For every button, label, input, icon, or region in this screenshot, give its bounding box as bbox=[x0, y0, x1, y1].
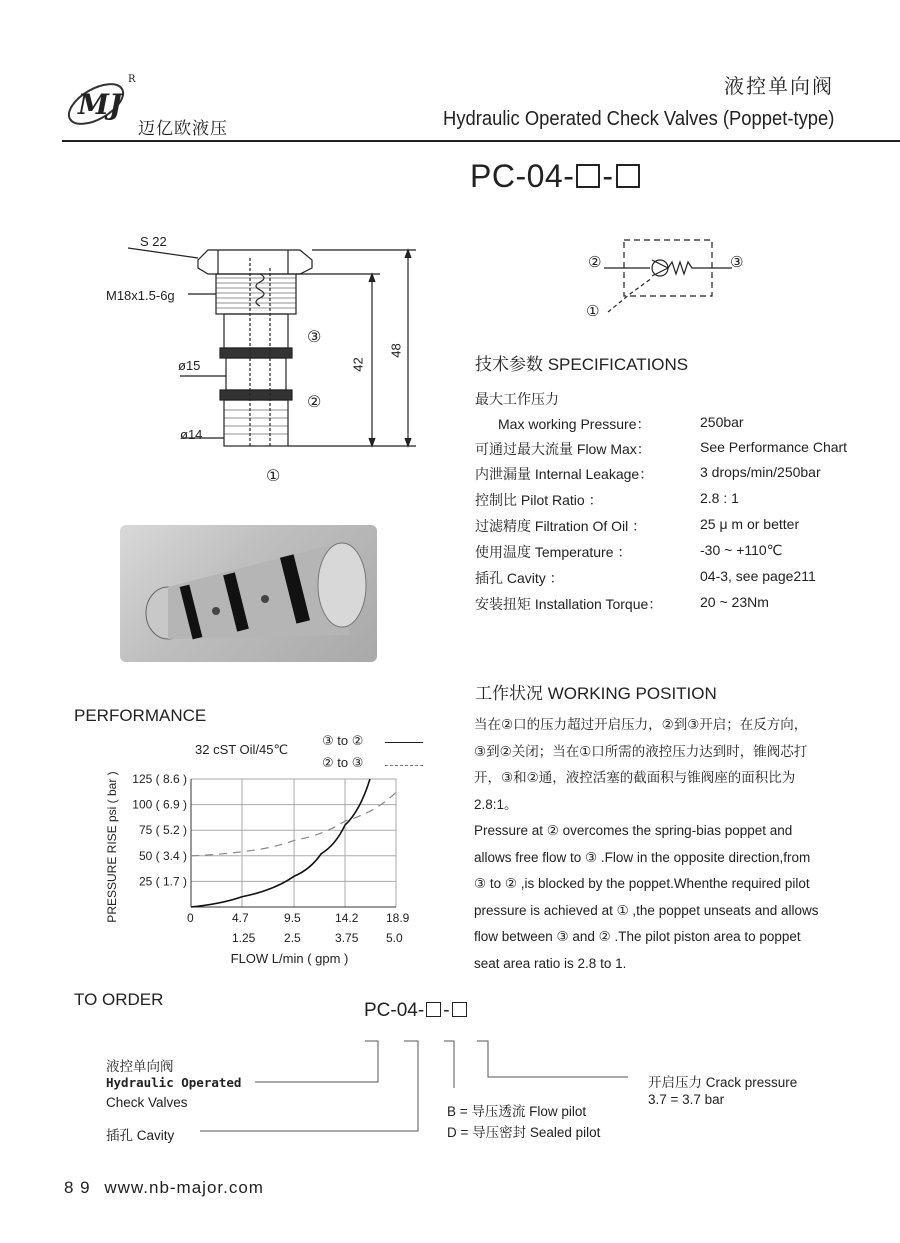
order-code-separator: - bbox=[443, 1000, 450, 1021]
spec-label: 插孔 Cavity ： bbox=[475, 570, 564, 586]
spec-label: 使用温度 Temperature ： bbox=[475, 544, 632, 560]
spec-label: 最大工作压力 bbox=[475, 391, 559, 407]
x-tick-label-gpm: 5.0 bbox=[386, 931, 403, 945]
y-tick-label: 75 ( 5.2 ) bbox=[138, 823, 187, 838]
spec-value: 250bar bbox=[700, 414, 744, 430]
order-item-valve-cn: 液控单向阀 bbox=[106, 1059, 174, 1074]
working-en-line: allows free flow to ③ .Flow in the opposite direction,from bbox=[474, 849, 811, 865]
logo-letters: MJ bbox=[78, 88, 123, 121]
order-crack-label: 开启压力 Crack pressure bbox=[648, 1075, 798, 1090]
working-en-line: pressure is achieved at ① ,the poppet unseats and allows bbox=[474, 902, 819, 918]
y-tick-label: 50 ( 3.4 ) bbox=[138, 848, 187, 863]
spec-label: 可通过最大流量 Flow Max： bbox=[475, 441, 651, 457]
working-cn-line: 2.8:1。 bbox=[474, 796, 518, 812]
working-en-line: ③ to ② ,is blocked by the poppet.Whenthe required pilot bbox=[474, 876, 810, 891]
order-crack-value: 3.7 = 3.7 bar bbox=[648, 1092, 725, 1107]
y-axis-title: PRESSURE RISE psi ( bar ) bbox=[105, 771, 119, 923]
spec-label: 过滤精度 Filtration Of Oil ： bbox=[475, 518, 647, 534]
x-tick-label-gpm: 1.25 bbox=[231, 931, 256, 945]
spec-value: See Performance Chart bbox=[700, 439, 848, 455]
drawing-port-2: ② bbox=[307, 394, 322, 411]
spec-label: 安装扭矩 Installation Torque： bbox=[475, 596, 663, 612]
working-position-title: 工作状况 WORKING POSITION bbox=[475, 684, 717, 703]
working-cn-line: 当在②口的压力超过开启压力，②到③开启；在反方向， bbox=[474, 717, 808, 732]
spec-value: 20 ~ 23Nm bbox=[700, 594, 769, 610]
dimension-42: 42 bbox=[350, 357, 366, 372]
symbol-port-2: ② bbox=[588, 254, 602, 271]
working-en-line: flow between ③ and ② .The pilot piston area to poppet bbox=[474, 929, 801, 944]
hex-size-label: S 22 bbox=[140, 234, 167, 249]
logo-registered-mark: R bbox=[128, 74, 136, 85]
spec-value: 3 drops/min/250bar bbox=[700, 464, 821, 480]
drawing-port-1: ① bbox=[266, 468, 281, 485]
working-cn-line: ③到②关闭；当在①口所需的液控压力达到时，锥阀芯打 bbox=[474, 743, 808, 759]
working-en-line: Pressure at ② overcomes the spring-bias poppet and bbox=[474, 823, 793, 838]
diameter-upper-label: ø15 bbox=[178, 358, 201, 373]
y-tick-label: 125 ( 8.6 ) bbox=[132, 772, 187, 786]
legend-label-dashed: ② to ③ bbox=[322, 755, 364, 770]
spec-value: 25 μ m or better bbox=[700, 516, 800, 532]
working-en-line: seat area ratio is 2.8 to 1. bbox=[474, 955, 627, 971]
diameter-lower-label: ø14 bbox=[180, 427, 203, 442]
dimension-48: 48 bbox=[388, 343, 404, 358]
spec-label: 控制比 Pilot Ratio ： bbox=[475, 492, 603, 508]
brand-name: 迈亿欧液压 bbox=[138, 119, 228, 138]
order-item-cavity: 插孔 Cavity bbox=[106, 1128, 175, 1143]
model-prefix: PC-04- bbox=[470, 158, 575, 194]
x-tick-label: 9.5 bbox=[284, 911, 301, 925]
order-pilot-b: B = 导压透流 Flow pilot bbox=[447, 1104, 587, 1119]
legend-label-solid: ③ to ② bbox=[322, 733, 364, 748]
spec-label: 内泄漏量 Internal Leakage： bbox=[475, 466, 654, 482]
header-title-en: Hydraulic Operated Check Valves (Poppet-type) bbox=[442, 108, 834, 130]
spec-label: Max working Pressure： bbox=[498, 416, 651, 432]
x-tick-label: 0 bbox=[187, 911, 194, 925]
header-title-cn: 液控单向阀 bbox=[724, 76, 834, 98]
spec-value: 04-3, see page211 bbox=[700, 568, 816, 584]
x-tick-label: 18.9 bbox=[386, 911, 410, 925]
x-tick-label: 4.7 bbox=[231, 911, 249, 925]
x-axis-title: FLOW L/min ( gpm ) bbox=[230, 951, 349, 966]
model-separator: - bbox=[602, 158, 614, 194]
specifications-title: 技术参数 SPECIFICATIONS bbox=[475, 355, 689, 374]
symbol-port-1: ① bbox=[586, 303, 600, 320]
oil-condition: 32 cST Oil/45℃ bbox=[195, 742, 289, 757]
order-code-prefix: PC-04- bbox=[364, 1000, 425, 1021]
x-tick-label-gpm: 2.5 bbox=[284, 931, 301, 945]
spec-value: -30 ~ +110℃ bbox=[700, 542, 783, 558]
footer bbox=[64, 1178, 264, 1198]
y-tick-label: 25 ( 1.7 ) bbox=[138, 874, 187, 889]
performance-title: PERFORMANCE bbox=[74, 706, 207, 725]
order-pilot-d: D = 导压密封 Sealed pilot bbox=[447, 1125, 601, 1140]
order-item-valve-en: Hydraulic Operated bbox=[106, 1075, 242, 1090]
to-order-title: TO ORDER bbox=[74, 990, 164, 1009]
thread-label: M18x1.5-6g bbox=[106, 288, 175, 303]
order-item-valve-en-2: Check Valves bbox=[106, 1095, 188, 1110]
spec-value: 2.8 : 1 bbox=[700, 490, 739, 506]
y-tick-label: 100 ( 6.9 ) bbox=[132, 797, 187, 812]
x-tick-label-gpm: 3.75 bbox=[335, 931, 359, 945]
working-cn-line: 开，③和②通，液控活塞的截面积与锥阀座的面积比为 bbox=[474, 770, 796, 785]
website-link[interactable]: www.nb-major.com bbox=[104, 1178, 264, 1197]
x-tick-label: 14.2 bbox=[335, 911, 359, 925]
page-number: 8 9 bbox=[64, 1178, 91, 1197]
drawing-port-3: ③ bbox=[307, 329, 322, 346]
symbol-port-3: ③ bbox=[730, 254, 744, 271]
